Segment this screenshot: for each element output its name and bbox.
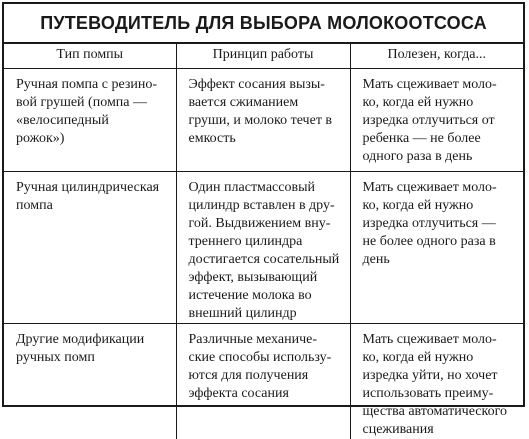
cell-type	[4, 324, 176, 439]
table-header-row	[4, 44, 523, 69]
cell-useful	[350, 69, 523, 172]
column-header-type: Тип помпы	[4, 44, 176, 69]
cell-useful	[350, 172, 523, 324]
table-row	[4, 172, 523, 324]
cell-useful-text: Мать сцеживает моло- ко, когда ей нужно изредка отлучиться — не более одного раза в день	[363, 179, 518, 269]
column-header-useful: Полезен, когда...	[350, 44, 523, 69]
cell-type	[4, 69, 176, 172]
cell-type-text: Другие модификации ручных помп	[16, 331, 170, 367]
cell-type-text: Ручная помпа с резино- вой грушей (помпа — «велосипедный рожок»)	[16, 76, 170, 148]
table-row	[4, 324, 523, 439]
cell-useful	[350, 324, 523, 439]
guide-table-frame	[2, 2, 525, 407]
pump-guide-table	[4, 44, 523, 439]
page-title: ПУТЕВОДИТЕЛЬ ДЛЯ ВЫБОРА МОЛОКООТСОСА	[4, 4, 523, 44]
cell-principle	[176, 172, 350, 324]
cell-principle-text: Различные механиче- ские способы использу- ются для получения эффекта сосания	[189, 331, 344, 403]
cell-useful-text: Мать сцеживает моло- ко, когда ей нужно изредка отлучиться от ребенка — не более одного раза в день	[363, 76, 518, 166]
cell-type-text: Ручная цилиндрическая помпа	[16, 179, 170, 215]
cell-principle	[176, 69, 350, 172]
column-header-principle: Принцип работы	[176, 44, 350, 69]
cell-principle	[176, 324, 350, 439]
cell-principle-text: Эффект сосания вызы- вается сжиманием груши, и молоко течет в емкость	[189, 76, 344, 148]
cell-useful-text: Мать сцеживает моло- ко, когда ей нужно изредка уйти, но хочет использовать преиму- щества автоматического сцеживания	[363, 331, 518, 439]
cell-type	[4, 172, 176, 324]
cell-principle-text: Один пластмассовый цилиндр вставлен в дру- гой. Выдвижением вну- треннего цилиндра достигается сосательный эффект, вызывающий истечение молока во внешний цилиндр	[189, 179, 344, 323]
table-row	[4, 69, 523, 172]
